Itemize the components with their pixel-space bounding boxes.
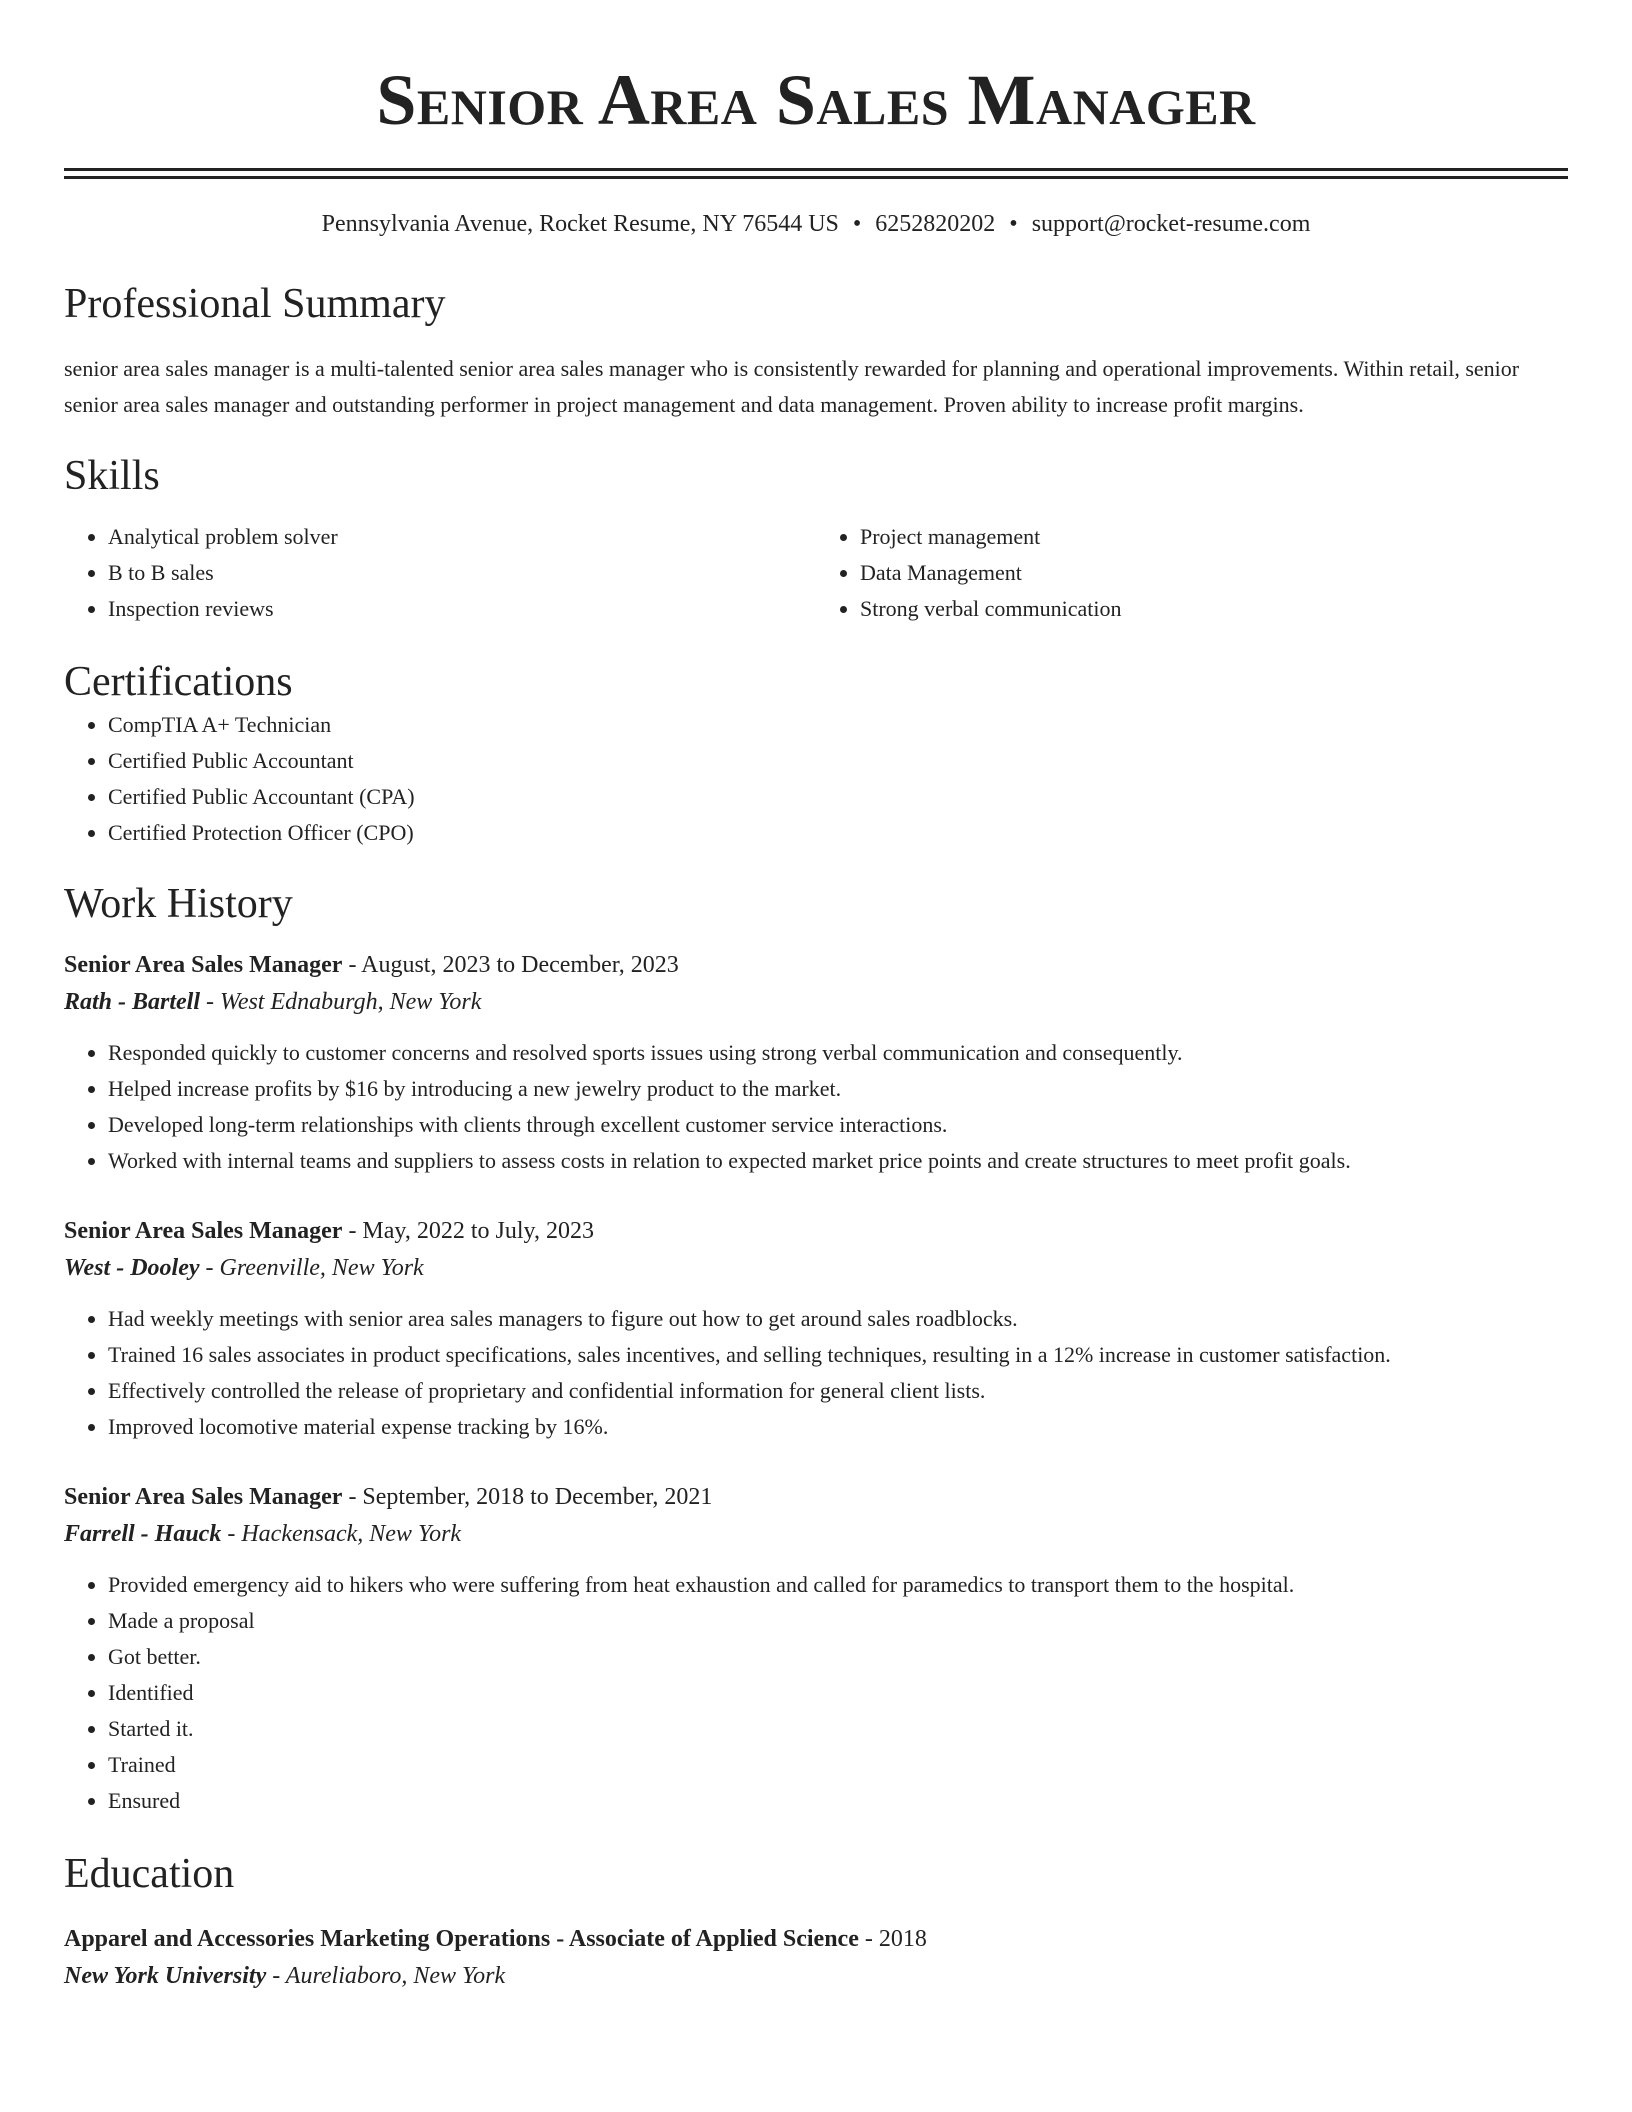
contact-separator: • xyxy=(1009,211,1018,237)
job-entry xyxy=(64,947,1568,1179)
school-location: - Aureliaboro, New York xyxy=(272,1963,506,1989)
job-bullet: • Made a proposal xyxy=(108,1603,1568,1639)
contact-line xyxy=(64,209,1568,239)
certification-item: • Certified Protection Officer (CPO) xyxy=(108,815,1568,851)
job-bullet: • Provided emergency aid to hikers who were suffering from heat exhaustion and called for paramedics to transport them to the hospital. xyxy=(108,1567,1568,1603)
job-role: Senior Area Sales Manager xyxy=(64,952,343,978)
job-title-line xyxy=(64,1213,1568,1249)
job-bullet: • Trained 16 sales associates in product specifications, sales incentives, and selling techniques, resulting in a 12% increase in customer satisfaction. xyxy=(108,1337,1568,1373)
job-entry xyxy=(64,1213,1568,1445)
school-line xyxy=(64,1957,1568,1995)
job-dates: - September, 2018 to December, 2021 xyxy=(348,1484,713,1510)
job-bullet: • Ensured xyxy=(108,1783,1568,1819)
job-title-line xyxy=(64,1479,1568,1515)
summary-text: senior area sales manager is a multi-talented senior area sales manager who is consistently rewarded for planning and operational improvements. Within retail, senior senior area sales manager and outstanding performer in project management and data management. Proven ability to increase profit margins. xyxy=(64,356,1520,417)
skill-item: • Project management xyxy=(860,519,1568,555)
job-bullet: • Had weekly meetings with senior area sales managers to figure out how to get around sales roadblocks. xyxy=(108,1301,1568,1337)
skills-grid xyxy=(64,519,1568,627)
degree-line xyxy=(64,1921,1568,1957)
header-divider xyxy=(64,168,1568,179)
employer-name: Rath - Bartell xyxy=(64,989,201,1015)
job-bullet: • Identified xyxy=(108,1675,1568,1711)
skill-item: • Strong verbal communication xyxy=(860,591,1568,627)
degree-year: - 2018 xyxy=(864,1926,927,1952)
job-entry xyxy=(64,1479,1568,1819)
contact-address: Pennsylvania Avenue, Rocket Resume, NY 76544 US xyxy=(321,211,839,237)
education-heading: Education xyxy=(64,1851,235,1897)
certifications-heading: Certifications xyxy=(64,659,293,705)
job-bullet: • Helped increase profits by $16 by introducing a new jewelry product to the market. xyxy=(108,1071,1568,1107)
job-bullet: • Trained xyxy=(108,1747,1568,1783)
certification-item: • CompTIA A+ Technician xyxy=(108,707,1568,743)
employer-line xyxy=(64,1249,1568,1287)
job-bullet: • Responded quickly to customer concerns and resolved sports issues using strong verbal communication and consequently. xyxy=(108,1035,1568,1071)
job-dates: - August, 2023 to December, 2023 xyxy=(348,952,679,978)
job-bullet: • Started it. xyxy=(108,1711,1568,1747)
job-title-line xyxy=(64,947,1568,983)
school-name: New York University xyxy=(64,1963,267,1989)
employer-name: West - Dooley xyxy=(64,1255,200,1281)
employer-line xyxy=(64,983,1568,1021)
summary-heading: Professional Summary xyxy=(64,281,446,327)
employer-location: - Greenville, New York xyxy=(205,1255,424,1281)
skill-item: • Data Management xyxy=(860,555,1568,591)
job-bullet: • Got better. xyxy=(108,1639,1568,1675)
contact-phone: 6252820202 xyxy=(875,211,996,237)
candidate-name: Senior Area Sales Manager xyxy=(376,60,1256,140)
job-dates: - May, 2022 to July, 2023 xyxy=(348,1218,594,1244)
certifications-list xyxy=(64,707,1568,851)
job-bullet: • Worked with internal teams and suppliers to assess costs in relation to expected market price points and create structures to meet profit goals. xyxy=(108,1143,1568,1179)
contact-separator: • xyxy=(852,211,862,237)
skill-item: • Inspection reviews xyxy=(108,591,816,627)
employer-location: - Hackensack, New York xyxy=(227,1521,462,1547)
job-role: Senior Area Sales Manager xyxy=(64,1218,343,1244)
job-bullet: • Developed long-term relationships with clients through excellent customer service interactions. xyxy=(108,1107,1568,1143)
job-bullet: • Improved locomotive material expense tracking by 16%. xyxy=(108,1409,1568,1445)
skills-heading: Skills xyxy=(64,453,160,499)
job-role: Senior Area Sales Manager xyxy=(64,1484,343,1510)
job-bullets xyxy=(64,1301,1568,1445)
job-bullets xyxy=(64,1567,1568,1819)
skills-list-right xyxy=(816,519,1568,627)
education-entry xyxy=(64,1921,1568,1995)
employer-line xyxy=(64,1515,1568,1553)
certification-item: • Certified Public Accountant (CPA) xyxy=(108,779,1568,815)
certification-item: • Certified Public Accountant xyxy=(108,743,1568,779)
job-bullet: • Effectively controlled the release of proprietary and confidential information for general client lists. xyxy=(108,1373,1568,1409)
skill-item: • Analytical problem solver xyxy=(108,519,816,555)
contact-email: support@rocket-resume.com xyxy=(1031,211,1311,237)
employer-location: - West Ednaburgh, New York xyxy=(206,989,482,1015)
skills-list-left xyxy=(64,519,816,627)
employer-name: Farrell - Hauck xyxy=(64,1521,222,1547)
work-history-heading: Work History xyxy=(64,881,293,927)
job-bullets xyxy=(64,1035,1568,1179)
skill-item: • B to B sales xyxy=(108,555,816,591)
degree-name: Apparel and Accessories Marketing Operations - Associate of Applied Science xyxy=(64,1926,859,1952)
